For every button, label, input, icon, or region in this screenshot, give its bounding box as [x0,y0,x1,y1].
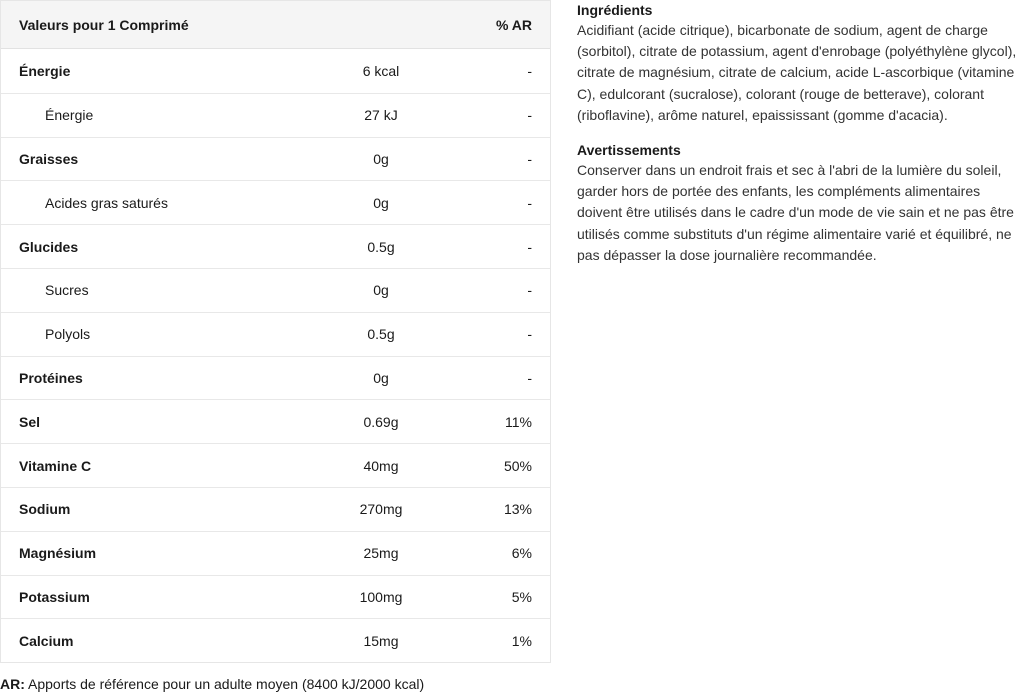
nutrient-name: Énergie [45,107,94,124]
nutrient-value: 25mg [363,545,399,562]
nutrient-name: Protéines [19,369,83,386]
table-row [1,443,550,487]
table-row [1,224,550,268]
table-row [1,618,550,662]
nutrient-value: 0.5g [367,326,395,343]
nutrient-ar: 1% [511,632,532,649]
nutrient-value: 270mg [359,501,403,518]
table-body [1,49,550,662]
nutrient-value: 40mg [363,457,399,474]
nutrient-ar: 11% [505,413,532,430]
nutrient-ar: - [527,107,532,124]
nutrient-value: 0g [373,150,389,167]
nutrient-ar: - [527,282,532,299]
table-row [1,575,550,619]
nutrient-ar: - [527,194,532,211]
nutrient-name: Polyols [45,326,91,343]
header-name: Valeurs pour 1 Comprimé [19,16,189,33]
nutrient-name: Acides gras saturés [45,194,168,211]
nutrient-value: 0g [373,282,389,299]
nutrient-ar: - [527,238,532,255]
table-row [1,93,550,137]
nutrient-ar: - [527,62,532,79]
nutrient-value: 15mg [363,632,399,649]
table-row [1,312,550,356]
ingredients-text: Acidifiant (acide citrique), bicarbonate de sodium, agent de charge (sorbitol), citrate de potassium, agent d'enrobage (polyéthylène glycol), citrate de magnésium, citrate de calcium, acide L-ascorbique (vitamine C), edulcorant (sucralose), colorant (rouge de betterave), colorant (riboflavine), arôme naturel, epaississant (gomme d'acacia). [577,22,1017,123]
nutrient-ar: 13% [503,501,532,518]
warnings-text: Conserver dans un endroit frais et sec à l'abri de la lumière du soleil, garder hors de portée des enfants, les compléments alimentaires doivent être utilisés dans le cadre d'un mode de vie sain et ne pas être utilisés comme substituts d'un régime alimentaire varié et équilibré, ne pas dépasser la dose journalière recommandée. [577,162,1014,263]
nutrient-ar: 5% [511,588,532,605]
table-row [1,137,550,181]
nutrient-name: Calcium [19,632,74,649]
table-row [1,399,550,443]
table-row [1,531,550,575]
nutrient-value: 0.5g [367,238,395,255]
nutrient-name: Graisses [19,150,79,167]
table-row [1,268,550,312]
nutrient-value: 0g [373,194,389,211]
nutrient-name: Glucides [19,238,79,255]
nutrient-ar: - [527,326,532,343]
nutrient-value: 6 kcal [362,62,400,79]
info-panel [577,0,1017,280]
nutrient-name: Énergie [19,62,71,79]
nutrient-ar: 6% [511,545,532,562]
warnings-title: Avertissements [577,142,681,159]
nutrient-value: 27 kJ [364,107,398,124]
ingredients-title: Ingrédients [577,2,653,18]
table-row [1,356,550,400]
nutrient-name: Sucres [45,282,89,299]
nutrient-name: Vitamine C [19,457,92,474]
table-row [1,487,550,531]
nutrient-name: Potassium [19,588,90,605]
nutrient-name: Sodium [19,501,71,518]
footnote [0,676,424,692]
table-row [1,180,550,224]
table-header [1,1,550,49]
footnote-label: AR: [0,676,25,692]
nutrient-ar: - [527,369,532,386]
nutrient-value: 0.69g [363,413,399,430]
nutrient-value: 0g [373,369,389,386]
footnote-text: Apports de référence pour un adulte moyen (8400 kJ/2000 kcal) [24,676,425,692]
header-ar: % AR [495,16,532,33]
nutrient-name: Magnésium [19,545,97,562]
nutrient-ar: - [527,150,532,167]
nutrient-name: Sel [19,413,41,430]
nutrient-value: 100mg [359,588,403,605]
table-row [1,49,550,93]
nutrient-ar: 50% [503,457,532,474]
